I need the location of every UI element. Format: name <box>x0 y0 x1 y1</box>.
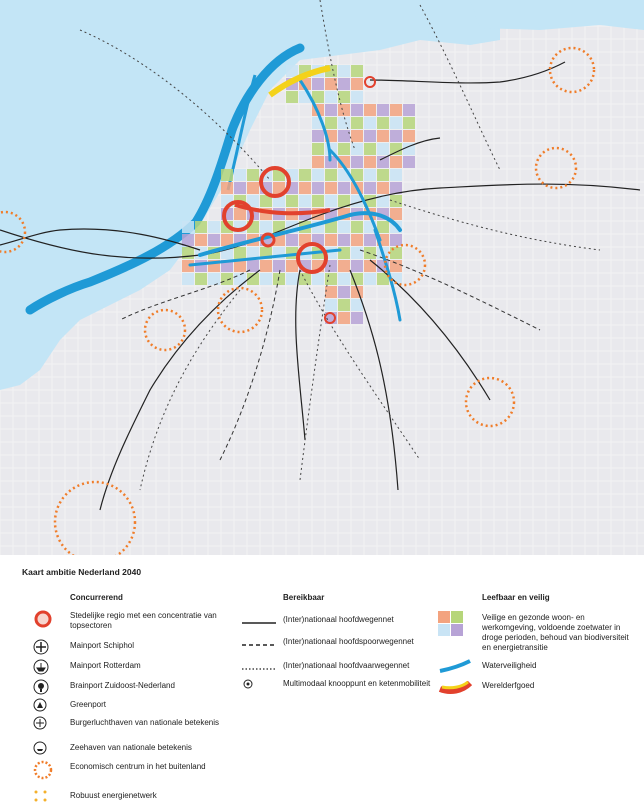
legend-item-label: Waterveiligheid <box>482 661 537 670</box>
checker-cell <box>273 260 285 272</box>
checker-cell <box>390 143 402 155</box>
legend <box>0 555 644 811</box>
checker-cell <box>312 273 324 285</box>
legend-item-label: Brainport Zuidoost-Nederland <box>70 681 175 690</box>
checker-cell <box>351 221 363 233</box>
legend-item-label: Greenport <box>70 700 107 709</box>
checker-cell <box>312 169 324 181</box>
checker-cell <box>312 130 324 142</box>
checker-cell <box>390 117 402 129</box>
heading-bereikbaar: Bereikbaar <box>283 593 325 602</box>
checker-cell <box>312 143 324 155</box>
checker-cell <box>325 195 337 207</box>
checker-cell <box>377 143 389 155</box>
checker-cell <box>338 221 350 233</box>
checker-cell <box>351 104 363 116</box>
checker-cell <box>338 312 350 324</box>
red-ring-icon <box>33 609 53 634</box>
checker-cell <box>325 91 337 103</box>
checker-cell <box>286 260 298 272</box>
legend-item-label: Mainport Rotterdam <box>70 661 141 670</box>
checker-cell <box>390 104 402 116</box>
checker-cell <box>351 260 363 272</box>
checker-cell <box>182 221 194 233</box>
checker-cell <box>195 273 207 285</box>
checker-cell <box>403 130 415 142</box>
checker-cell <box>338 65 350 77</box>
legend-item-label: Mainport Schiphol <box>70 641 135 650</box>
solid-line-icon <box>242 613 276 631</box>
checker-cell <box>208 221 220 233</box>
checker-cell <box>364 182 376 194</box>
checker-cell <box>364 260 376 272</box>
checker-cell <box>338 182 350 194</box>
checker-cell <box>195 260 207 272</box>
checker-cell <box>338 299 350 311</box>
legend-item-label: Economisch centrum in het buitenland <box>70 762 206 771</box>
checker-cell <box>234 208 246 220</box>
checker-cell <box>234 169 246 181</box>
checker-cell <box>338 273 350 285</box>
checker-cell <box>299 169 311 181</box>
checker-cell <box>195 234 207 246</box>
checker-cell <box>351 247 363 259</box>
checker-cell <box>325 273 337 285</box>
checker-cell <box>312 78 324 90</box>
checker-cell <box>338 143 350 155</box>
checker-cell <box>312 195 324 207</box>
checker-cell <box>390 169 402 181</box>
heritage-band-icon <box>438 679 472 700</box>
legend-item-label: (Inter)nationaal hoofdspoorwegennet <box>283 637 414 646</box>
checker-cell <box>390 260 402 272</box>
checker-cell <box>286 65 298 77</box>
checker-cell <box>377 117 389 129</box>
checker-cell <box>390 130 402 142</box>
checker-cell <box>260 260 272 272</box>
checker-cell <box>377 130 389 142</box>
small-airplane-icon <box>33 716 47 735</box>
checker-cell <box>338 234 350 246</box>
checker-cell <box>325 182 337 194</box>
checker-cell <box>286 273 298 285</box>
checker-cell <box>208 273 220 285</box>
checker-cell <box>247 169 259 181</box>
checker-cell <box>351 130 363 142</box>
checker-cell <box>390 208 402 220</box>
small-ship-icon <box>33 741 47 760</box>
checker-cell <box>364 273 376 285</box>
checker-cell <box>364 156 376 168</box>
checker-cell <box>351 65 363 77</box>
checker-cell <box>338 117 350 129</box>
checker-cell <box>351 117 363 129</box>
checker-cell <box>403 117 415 129</box>
legend-item-label: Multimodaal knooppunt en ketenmobiliteit <box>283 679 431 688</box>
checker-cell <box>234 182 246 194</box>
checker-cell <box>312 182 324 194</box>
checker-cell <box>351 156 363 168</box>
checker-cell <box>325 104 337 116</box>
ship-icon <box>33 659 49 680</box>
checker-cell <box>325 234 337 246</box>
checker-cell <box>325 169 337 181</box>
legend-item-label: (Inter)nationaal hoofdwegennet <box>283 615 394 624</box>
checker-cell <box>377 182 389 194</box>
legend-item-label: Stedelijke regio met een concentratie van topsectoren <box>70 611 217 630</box>
checker-cell <box>377 156 389 168</box>
checker-cell <box>234 247 246 259</box>
orange-dots-icon <box>33 789 49 807</box>
checker-cell <box>182 234 194 246</box>
checker-cell <box>286 91 298 103</box>
checker-cell <box>260 221 272 233</box>
checker-cell <box>221 182 233 194</box>
checker-cell <box>338 286 350 298</box>
legend-item-label: Robuust energienetwerk <box>70 791 157 800</box>
checker-cell <box>234 273 246 285</box>
checker-cell <box>338 91 350 103</box>
checker-cell <box>286 195 298 207</box>
legend-item-label: (Inter)nationaal hoofdvaarwegennet <box>283 661 410 670</box>
checker-cell <box>338 78 350 90</box>
checker-cell <box>351 91 363 103</box>
checker-cell <box>338 260 350 272</box>
checker-cell <box>247 182 259 194</box>
checker-cell <box>299 195 311 207</box>
checker-cell <box>364 104 376 116</box>
checker-cell <box>390 195 402 207</box>
checker-cell <box>312 156 324 168</box>
checker-icon <box>438 611 464 642</box>
lightbulb-icon <box>33 679 49 700</box>
checker-cell <box>364 234 376 246</box>
legend-item-label: Veilige en gezonde woon- en werkomgeving, voldoende zoetwater in droge perioden, behoud van biodiversiteit en energietransitie <box>482 613 629 652</box>
checker-cell <box>364 143 376 155</box>
checker-cell <box>403 156 415 168</box>
checker-cell <box>221 273 233 285</box>
checker-cell <box>390 156 402 168</box>
checker-cell <box>377 169 389 181</box>
checker-cell <box>364 117 376 129</box>
checker-cell <box>351 273 363 285</box>
checker-cell <box>195 221 207 233</box>
legend-item-label: Burgerluchthaven van nationale betekenis <box>70 718 219 727</box>
checker-cell <box>390 234 402 246</box>
checker-cell <box>364 169 376 181</box>
checker-cell <box>351 234 363 246</box>
checker-cell <box>325 117 337 129</box>
checker-cell <box>364 130 376 142</box>
blue-stroke-icon <box>438 659 472 678</box>
checker-cell <box>351 143 363 155</box>
legend-item-label: Zeehaven van nationale betekenis <box>70 743 192 752</box>
checker-cell <box>286 234 298 246</box>
heading-leefbaar: Leefbaar en veilig <box>482 593 550 602</box>
node-icon <box>242 677 254 695</box>
checker-cell <box>377 221 389 233</box>
checker-cell <box>221 169 233 181</box>
checker-cell <box>182 273 194 285</box>
checker-cell <box>403 104 415 116</box>
checker-cell <box>338 130 350 142</box>
dashed-line-icon <box>242 635 276 653</box>
sea-upper-right <box>470 0 644 30</box>
checker-cell <box>208 234 220 246</box>
legend-item-label: Werelderfgoed <box>482 681 535 690</box>
checker-cell <box>377 104 389 116</box>
dotted-orange-circle-icon <box>33 760 53 785</box>
legend-title: Kaart ambitie Nederland 2040 <box>22 567 142 577</box>
checker-cell <box>325 299 337 311</box>
checker-cell <box>260 273 272 285</box>
checker-cell <box>351 312 363 324</box>
leaf-icon <box>33 698 47 717</box>
checker-cell <box>273 273 285 285</box>
checker-cell <box>299 182 311 194</box>
dotted-line-icon <box>242 659 276 677</box>
airplane-icon <box>33 639 49 660</box>
heading-concurrerend: Concurrerend <box>70 593 123 602</box>
checker-cell <box>351 78 363 90</box>
checker-cell <box>325 286 337 298</box>
